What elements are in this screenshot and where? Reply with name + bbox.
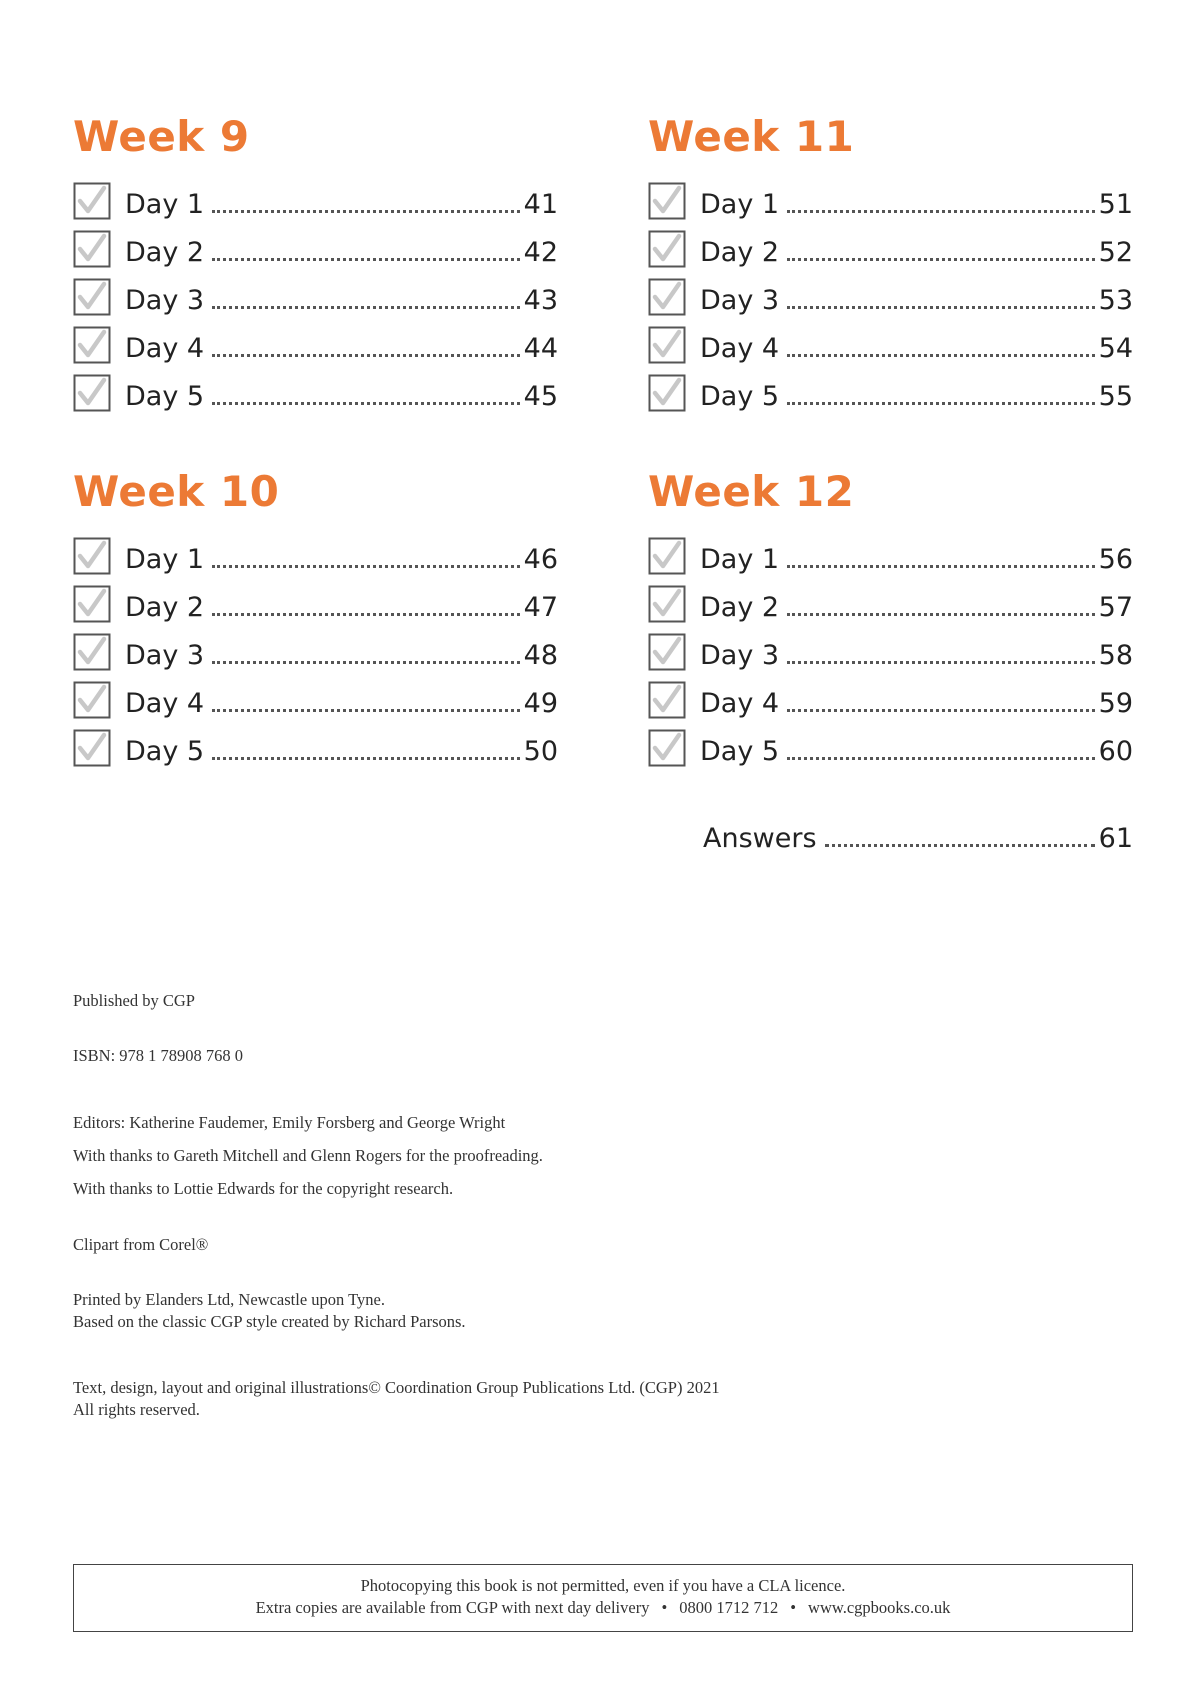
- day-page-number: 52: [1098, 237, 1133, 268]
- dot-leader: [787, 305, 1095, 309]
- dot-leader: [787, 708, 1095, 712]
- day-label: Day 3: [125, 640, 205, 671]
- day-entry: [648, 625, 1133, 673]
- editors-line: Editors: Katherine Faudemer, Emily Forsberg and George Wright: [73, 1113, 506, 1132]
- day-page-number: 60: [1098, 736, 1133, 767]
- checkbox-tick-icon[interactable]: [73, 230, 111, 268]
- checkbox-tick-icon[interactable]: [73, 585, 111, 623]
- checkbox-tick-icon[interactable]: [648, 326, 686, 364]
- dot-leader: [212, 660, 520, 664]
- day-entry: [648, 577, 1133, 625]
- photocopy-notice: Photocopying this book is not permitted, even if you have a CLA licence.: [360, 1576, 846, 1595]
- day-entry: [73, 318, 558, 366]
- delivery-text: Extra copies are available from CGP with next day delivery: [255, 1598, 650, 1617]
- checkbox-tick-icon[interactable]: [648, 585, 686, 623]
- dot-leader: [787, 353, 1095, 357]
- day-entry: [73, 577, 558, 625]
- day-label: Day 5: [700, 736, 780, 767]
- day-page-number: 54: [1098, 333, 1133, 364]
- week-title: Week 9: [73, 112, 250, 161]
- dot-leader: [787, 756, 1095, 760]
- day-entry: [73, 366, 558, 414]
- checkbox-tick-icon[interactable]: [73, 681, 111, 719]
- week-title: Week 10: [73, 467, 280, 516]
- day-page-number: 59: [1098, 688, 1133, 719]
- dot-leader: [825, 843, 1095, 847]
- day-page-number: 50: [523, 736, 558, 767]
- day-entry: [648, 270, 1133, 318]
- checkbox-tick-icon[interactable]: [73, 729, 111, 767]
- day-entry: [648, 721, 1133, 769]
- day-page-number: 47: [523, 592, 558, 623]
- dot-leader: [787, 257, 1095, 261]
- dot-leader: [787, 564, 1095, 568]
- day-page-number: 41: [523, 189, 558, 220]
- day-entry: [648, 366, 1133, 414]
- checkbox-tick-icon[interactable]: [648, 729, 686, 767]
- checkbox-tick-icon[interactable]: [648, 537, 686, 575]
- dot-leader: [212, 401, 520, 405]
- website-link[interactable]: www.cgpbooks.co.uk: [808, 1598, 951, 1617]
- dot-leader: [212, 209, 520, 213]
- rights-line: All rights reserved.: [73, 1400, 200, 1419]
- isbn-line: ISBN: 978 1 78908 768 0: [73, 1046, 244, 1065]
- day-label: Day 2: [125, 592, 205, 623]
- day-page-number: 48: [523, 640, 558, 671]
- dot-leader: [787, 612, 1095, 616]
- day-entry: [648, 673, 1133, 721]
- dot-leader: [212, 756, 520, 760]
- answers-entry: [703, 808, 1133, 856]
- printer-line: Printed by Elanders Ltd, Newcastle upon Tyne.: [73, 1290, 385, 1309]
- dot-leader: [212, 305, 520, 309]
- day-page-number: 55: [1098, 381, 1133, 412]
- checkbox-tick-icon[interactable]: [648, 633, 686, 671]
- dot-leader: [787, 660, 1095, 664]
- day-entry: [73, 174, 558, 222]
- day-entry: [648, 318, 1133, 366]
- dot-leader: [212, 612, 520, 616]
- day-entry: [73, 673, 558, 721]
- day-page-number: 45: [523, 381, 558, 412]
- week-title: Week 12: [648, 467, 855, 516]
- publisher-line: Published by CGP: [73, 991, 195, 1010]
- day-page-number: 42: [523, 237, 558, 268]
- day-entry: [73, 721, 558, 769]
- day-entry: [73, 529, 558, 577]
- week-section: [648, 467, 1133, 769]
- day-label: Day 4: [700, 688, 780, 719]
- day-entry: [73, 222, 558, 270]
- copyright-line: Text, design, layout and original illustrations© Coordination Group Publications Ltd. (CGP) 2021: [73, 1378, 720, 1397]
- day-label: Day 3: [700, 285, 780, 316]
- day-page-number: 43: [523, 285, 558, 316]
- day-entry: [648, 222, 1133, 270]
- dot-leader: [212, 708, 520, 712]
- dot-leader: [787, 401, 1095, 405]
- style-credit: Based on the classic CGP style created by Richard Parsons.: [73, 1312, 466, 1331]
- checkbox-tick-icon[interactable]: [73, 182, 111, 220]
- day-page-number: 49: [523, 688, 558, 719]
- proofreading-thanks: With thanks to Gareth Mitchell and Glenn Rogers for the proofreading.: [73, 1146, 543, 1165]
- day-label: Day 1: [700, 544, 780, 575]
- day-label: Day 4: [125, 333, 205, 364]
- day-page-number: 51: [1098, 189, 1133, 220]
- copyright-research-thanks: With thanks to Lottie Edwards for the copyright research.: [73, 1179, 454, 1198]
- day-label: Day 2: [125, 237, 205, 268]
- day-entry: [73, 270, 558, 318]
- week-section: [73, 467, 558, 769]
- bullet-separator: •: [790, 1598, 797, 1617]
- answers-label: Answers: [703, 823, 817, 854]
- day-entry: [73, 625, 558, 673]
- checkbox-tick-icon[interactable]: [648, 374, 686, 412]
- day-label: Day 5: [125, 381, 205, 412]
- day-label: Day 5: [700, 381, 780, 412]
- day-label: Day 5: [125, 736, 205, 767]
- delivery-line: [74, 1597, 1132, 1619]
- phone-number: 0800 1712 712: [679, 1598, 779, 1617]
- day-label: Day 4: [700, 333, 780, 364]
- checkbox-tick-icon[interactable]: [73, 278, 111, 316]
- day-entry: [648, 529, 1133, 577]
- checkbox-tick-icon[interactable]: [648, 278, 686, 316]
- checkbox-tick-icon[interactable]: [73, 374, 111, 412]
- dot-leader: [212, 257, 520, 261]
- day-label: Day 2: [700, 592, 780, 623]
- checkbox-tick-icon[interactable]: [73, 326, 111, 364]
- day-page-number: 56: [1098, 544, 1133, 575]
- dot-leader: [212, 564, 520, 568]
- day-label: Day 1: [125, 544, 205, 575]
- day-page-number: 53: [1098, 285, 1133, 316]
- day-label: Day 3: [125, 285, 205, 316]
- photocopy-notice-box: [73, 1564, 1133, 1632]
- week-section: [73, 112, 558, 414]
- day-label: Day 1: [700, 189, 780, 220]
- day-label: Day 4: [125, 688, 205, 719]
- checkbox-tick-icon[interactable]: [648, 182, 686, 220]
- checkbox-tick-icon[interactable]: [648, 230, 686, 268]
- dot-leader: [787, 209, 1095, 213]
- checkbox-tick-icon[interactable]: [648, 681, 686, 719]
- answers-page-number: 61: [1098, 823, 1133, 854]
- day-label: Day 3: [700, 640, 780, 671]
- day-entry: [648, 174, 1133, 222]
- bullet-separator: •: [661, 1598, 668, 1617]
- clipart-credit: Clipart from Corel®: [73, 1235, 209, 1254]
- checkbox-tick-icon[interactable]: [73, 537, 111, 575]
- day-page-number: 57: [1098, 592, 1133, 623]
- week-section: [648, 112, 1133, 414]
- week-title: Week 11: [648, 112, 855, 161]
- day-page-number: 58: [1098, 640, 1133, 671]
- day-page-number: 46: [523, 544, 558, 575]
- day-label: Day 1: [125, 189, 205, 220]
- dot-leader: [212, 353, 520, 357]
- checkbox-tick-icon[interactable]: [73, 633, 111, 671]
- day-label: Day 2: [700, 237, 780, 268]
- day-page-number: 44: [523, 333, 558, 364]
